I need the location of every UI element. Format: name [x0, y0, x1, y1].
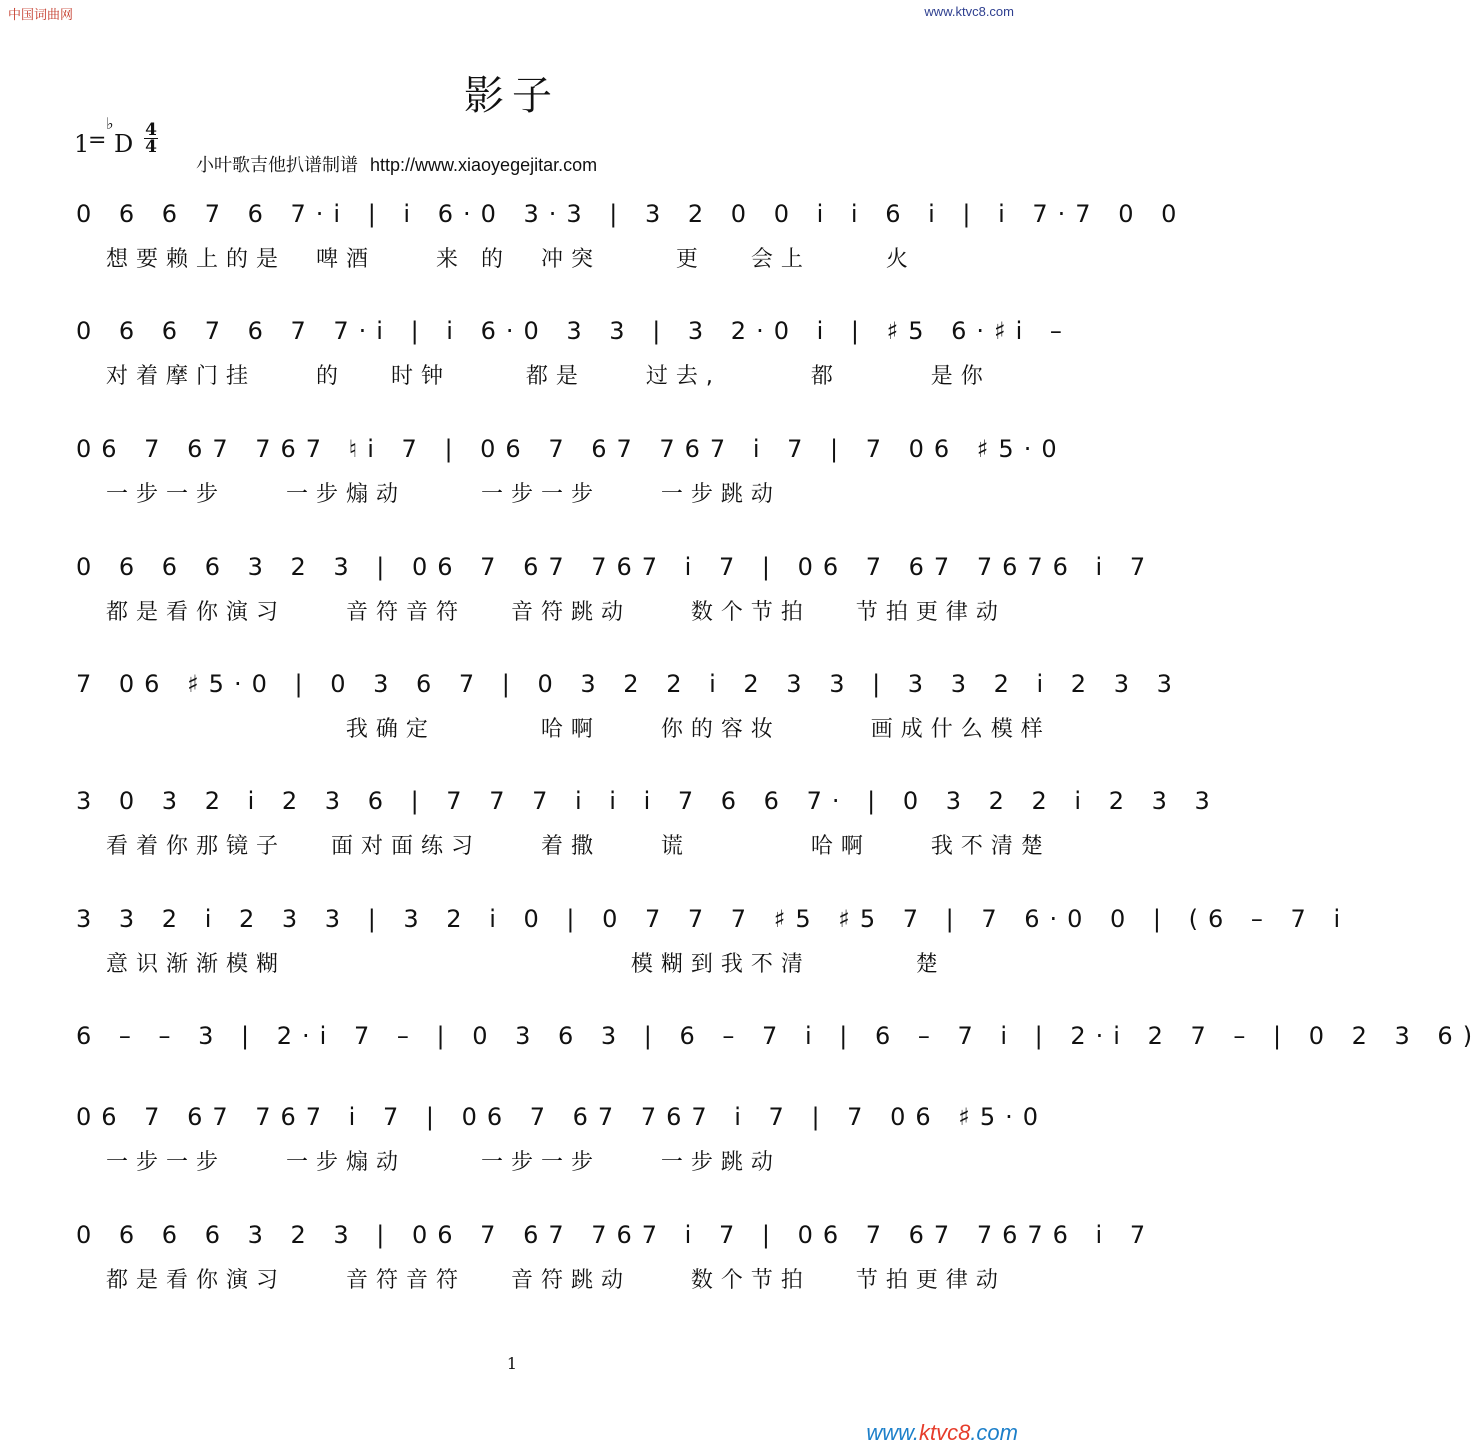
score-system-6 [76, 779, 1220, 889]
watermark-part-a: www. [866, 1420, 919, 1445]
score-system-3 [76, 427, 1067, 537]
site-url-right[interactable]: www.ktvc8.com [924, 4, 1014, 19]
score-system-9 [76, 1095, 1049, 1205]
credit-text: 小叶歌吉他扒谱制谱 [196, 155, 358, 175]
lyric-line: 我确定 哈啊 你的容妆 画成什么模样 [106, 717, 1051, 742]
watermark-logo [866, 1420, 1018, 1446]
lyric-line: 对着摩门挂 的 时钟 都是 过去, 都 是你 [106, 364, 991, 389]
notation-line: 3 3 2 i 2 3 3 | 3 2 i 0 | 0 7 7 7 ♯5 ♯5 7 | 7 6·0 0 | (6 – 7 i [76, 905, 1351, 933]
lyric-line: 一步一步 一步煽动 一步一步 一步跳动 [106, 482, 781, 507]
lyric-line: 意识渐渐模糊 模糊到我不清 楚 [106, 952, 946, 977]
lyric-line: 都是看你演习 音符音符 音符跳动 数个节拍 节拍更律动 [106, 600, 1006, 625]
lyric-line: 想要赖上的是 啤酒 来 的 冲突 更 会上 火 [106, 247, 916, 272]
lyric-line: 都是看你演习 音符音符 音符跳动 数个节拍 节拍更律动 [106, 1268, 1006, 1293]
key-signature [74, 114, 174, 166]
score-system-5 [76, 662, 1182, 772]
score-system-2 [76, 309, 1072, 419]
notation-line: 0 6 6 6 3 2 3 | 06 7 67 767 i 7 | 06 7 67 7676 i 7 [76, 1221, 1156, 1249]
flat-sign: ♭ [106, 114, 114, 133]
key-tonic-number: 1 [74, 130, 90, 158]
lyric-line: 看着你那镜子 面对面练习 着撒 谎 哈啊 我不清楚 [106, 834, 1051, 859]
notation-line: 06 7 67 767 i 7 | 06 7 67 767 i 7 | 7 06 ♯5·0 [76, 1103, 1049, 1131]
notation-line: 3 0 3 2 i 2 3 6 | 7 7 7 i i i 7 6 6 7· | 0 3 2 2 i 2 3 3 [76, 787, 1220, 815]
watermark-part-b: ktvc8 [918, 1420, 971, 1445]
notation-line: 6 – – 3 | 2·i 7 – | 0 3 6 3 | 6 – 7 i | 6 – 7 i | 2·i 2 7 – | 0 2 3 6) [76, 1022, 1482, 1050]
score-system-4 [76, 545, 1156, 655]
notation-line: 06 7 67 767 ♮i 7 | 06 7 67 767 i 7 | 7 06 ♯5·0 [76, 435, 1067, 463]
score-system-10 [76, 1213, 1156, 1323]
notation-line: 0 6 6 6 3 2 3 | 06 7 67 767 i 7 | 06 7 67 7676 i 7 [76, 553, 1156, 581]
watermark-part-c: .com [970, 1420, 1018, 1445]
lyric-line: 一步一步 一步煽动 一步一步 一步跳动 [106, 1150, 781, 1175]
page-number: 1 [506, 1354, 518, 1373]
song-title: 影子 [464, 73, 560, 119]
key-letter: D [114, 130, 134, 158]
score-system-1 [76, 192, 1187, 302]
key-equals: = [88, 128, 107, 153]
score-system-7 [76, 897, 1351, 1007]
notation-line: 0 6 6 7 6 7·i | i 6·0 3·3 | 3 2 0 0 i i 6 i | i 7·7 0 0 [76, 200, 1187, 228]
notation-line: 7 06 ♯5·0 | 0 3 6 7 | 0 3 2 2 i 2 3 3 | 3 3 2 i 2 3 3 [76, 670, 1182, 698]
arranger-credit [196, 151, 597, 177]
time-top: 4 [145, 120, 157, 140]
notation-line: 0 6 6 7 6 7 7·i | i 6·0 3 3 | 3 2·0 i | ♯5 6·♯i – [76, 317, 1072, 345]
credit-url[interactable]: http://www.xiaoyegejitar.com [370, 155, 598, 175]
time-signature [144, 122, 158, 155]
time-bottom: 4 [145, 137, 157, 157]
site-name-left: 中国词曲网 [8, 8, 74, 23]
